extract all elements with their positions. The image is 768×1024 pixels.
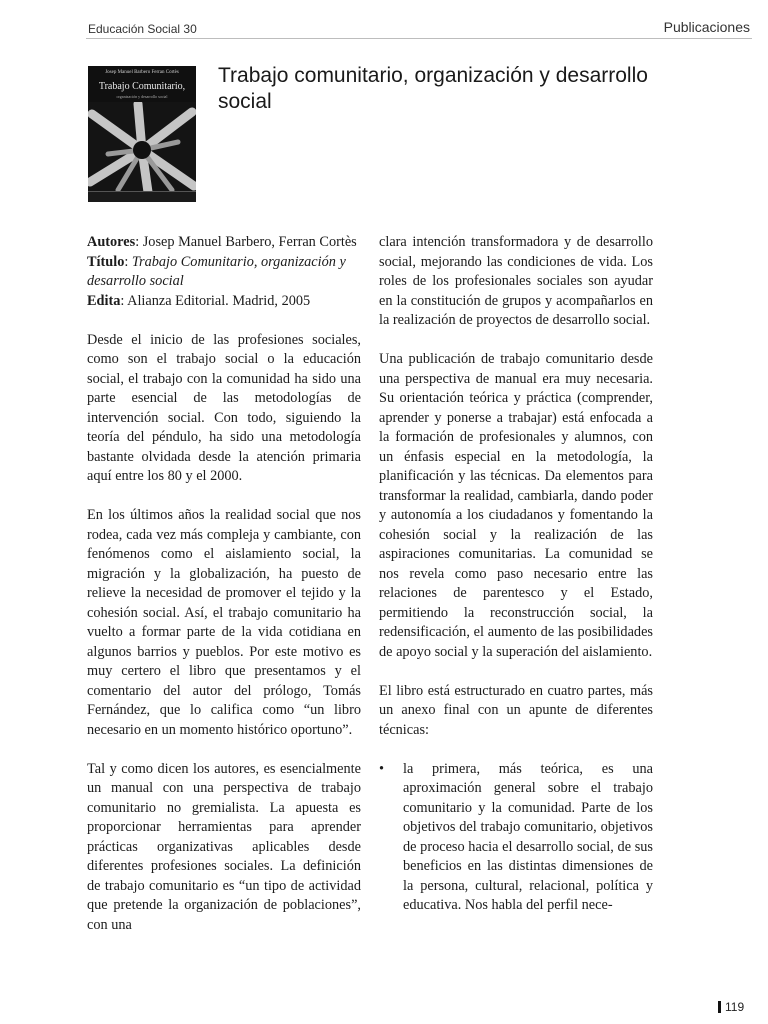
body-paragraph: clara intención transformadora y de desarrollo social, mejorando las condiciones de vida. Los roles de los profesionales sociales son ayudar en la constitución de grupos y acompañarlos en la realización de proyectos de desarrollo social. [379, 234, 653, 328]
title-value: Trabajo Comunitario, organización y desarrollo social [87, 253, 346, 289]
body-paragraph: Una publicación de trabajo comunitario desde una perspectiva de manual era muy necesaria. Su orientación teórica y práctica (comprender, aprender y ponerse a trabajar) está enfocada a la formación de profesionales y alumnos, con un énfasis especial en la metodología, la planificación y las técnicas. Da elementos para transformar la realidad, cambiarla, dando poder y autonomía a los ciudadanos y fomentando la cohesión social y la realización de las aspiraciones comunitarias. La comunidad se nos revela como paso necesario entre las relaciones de parentesco y el Estado, permitiendo la reconstrucción social, la redensificación, el aumento de las posibilidades de apoyo social y la superación del aislamiento. [379, 351, 653, 660]
left-column [87, 233, 361, 955]
right-column [379, 233, 653, 935]
publisher-label: Edita [87, 292, 121, 309]
title-line: Título: Trabajo Comunitario, organización y desarrollo social [87, 253, 346, 289]
cover-hands-illustration [88, 102, 196, 192]
page-number [718, 1000, 744, 1014]
title-label: Título [87, 253, 125, 270]
cover-title: Trabajo Comunitario, [98, 81, 186, 92]
authors-line [87, 233, 361, 253]
body-paragraph: El libro está estructurado en cuatro partes, más un anexo final con un apunte de diferentes técnicas: [379, 682, 653, 738]
body-paragraph: En los últimos años la realidad social que nos rodea, cada vez más compleja y cambiante, con fenómenos como el aislamiento social, la migración y la globalización, ha puesto de relieve la necesidad de promover el tejido y la cohesión social. Así, el trabajo comunitario ha vuelto a formar parte de la vida cotidiana en algunos barrios y pueblos. Por este motivo es muy certero el libro que presentamos y el comentario del autor del prólogo, Tomás Fernández, que lo califica como “un libro necesario en un momento histórico oportuno”. [87, 507, 361, 738]
bullet-text: la primera, más teórica, es una aproximación general sobre el trabajo comunitario y la comunidad. Parte de los objetivos del trabajo comunitario, objetivos de proceso hacia el desarrollo social, de sus beneficios en las distintas dimensiones de la persona, cultural, relacional, política y educativa. Nos habla del perfil nece- [403, 760, 653, 913]
header-divider [86, 38, 752, 39]
cover-subtitle: organización y desarrollo social [116, 94, 168, 99]
page-number-value: 119 [725, 1000, 745, 1014]
page-marker-bar [718, 1001, 721, 1013]
book-cover-image [88, 66, 196, 202]
publisher-value: : Alianza Editorial. Madrid, 2005 [120, 292, 311, 309]
publisher-line [87, 292, 361, 312]
authors-value: : Josep Manuel Barbero, Ferran Cortès [135, 234, 357, 250]
journal-header: Educación Social 30 [88, 22, 197, 36]
body-paragraph: Desde el inicio de las profesiones sociales, como son el trabajo social o la educación social, el trabajo con la comunidad ha sido una parte esencial de las metodologías de intervención social. Con todo, siguiendo la teoría del péndulo, ha sido una metodología bastante olvidada desde la atención primaria aquí entre los 80 y el 2000. [87, 331, 361, 484]
cover-footer-band [88, 191, 196, 202]
article-title: Trabajo comunitario, organización y desarrollo social [218, 64, 648, 113]
cover-authors: Josep Manuel Barbero Ferran Cortès [105, 70, 179, 75]
body-paragraph: Tal y como dicen los autores, es esencialmente un manual con una perspectiva de trabajo comunitario no gremialista. La apuesta es proporcionar herramientas para aprender prácticas organizativas aplicables desde diferentes profesiones sociales. La definición de trabajo comunitario es “un tipo de actividad que pretende la organización de poblaciones”, con una [87, 760, 361, 933]
authors-label: Autores [87, 234, 136, 250]
book-metadata [87, 233, 361, 311]
bullet-icon: • [379, 760, 385, 777]
section-header: Publicaciones [663, 19, 750, 35]
bullet-item [379, 760, 653, 916]
